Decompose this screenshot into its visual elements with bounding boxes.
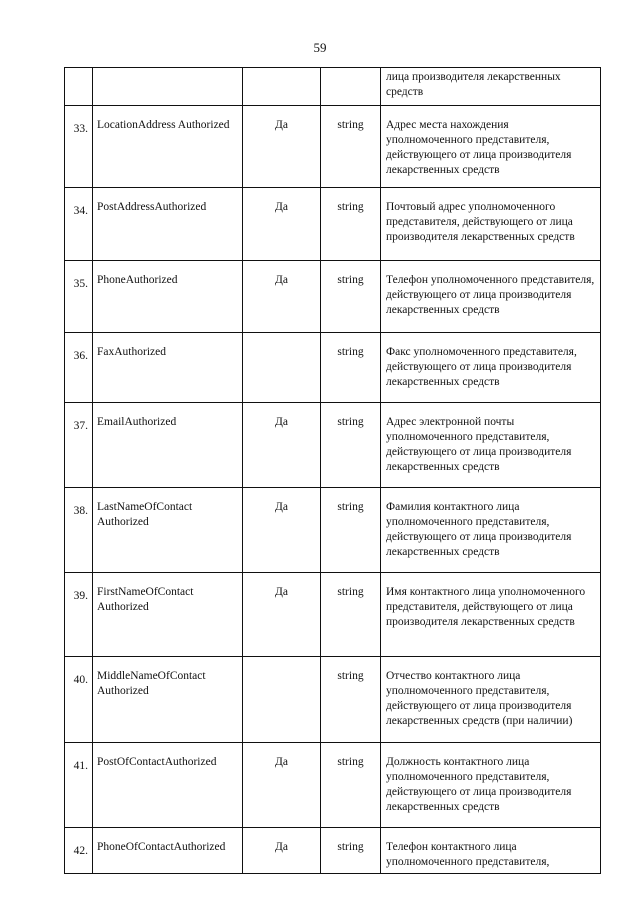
- cell-type: string: [321, 828, 381, 874]
- cell-name: FirstNameOfContact Authorized: [93, 573, 243, 657]
- cell-num: 39.: [65, 573, 93, 657]
- cell-description: Почтовый адрес уполномоченного представителя, действующего от лица производителя лекарственных средств: [381, 188, 601, 261]
- cell-num: 42.: [65, 828, 93, 874]
- cell-type: string: [321, 188, 381, 261]
- cell-num: 41.: [65, 743, 93, 828]
- cell-required: Да: [243, 106, 321, 188]
- table-row: [65, 488, 601, 573]
- cell-type: string: [321, 106, 381, 188]
- cell-required: [243, 68, 321, 106]
- cell-name: [93, 68, 243, 106]
- cell-description: Адрес электронной почты уполномоченного представителя, действующего от лица производителя лекарственных средств: [381, 403, 601, 488]
- cell-type: string: [321, 261, 381, 333]
- cell-required: Да: [243, 573, 321, 657]
- cell-description: Имя контактного лица уполномоченного представителя, действующего от лица производителя лекарственных средств: [381, 573, 601, 657]
- cell-num: 35.: [65, 261, 93, 333]
- cell-description: Факс уполномоченного представителя, действующего от лица производителя лекарственных средств: [381, 333, 601, 403]
- cell-name: LastNameOfContact Authorized: [93, 488, 243, 573]
- cell-required: [243, 657, 321, 743]
- table-row: [65, 403, 601, 488]
- cell-num: [65, 68, 93, 106]
- cell-required: Да: [243, 403, 321, 488]
- cell-type: string: [321, 573, 381, 657]
- cell-description: Телефон уполномоченного представителя, действующего от лица производителя лекарственных средств: [381, 261, 601, 333]
- cell-name: PhoneAuthorized: [93, 261, 243, 333]
- page-number: 59: [313, 40, 327, 55]
- table-row: [65, 657, 601, 743]
- table-row: [65, 68, 601, 106]
- cell-name: PostOfContactAuthorized: [93, 743, 243, 828]
- table-row: [65, 573, 601, 657]
- cell-name: FaxAuthorized: [93, 333, 243, 403]
- cell-num: 37.: [65, 403, 93, 488]
- table-row: [65, 188, 601, 261]
- cell-required: Да: [243, 188, 321, 261]
- cell-name: LocationAddress Authorized: [93, 106, 243, 188]
- cell-required: [243, 333, 321, 403]
- cell-description: лица производителя лекарственных средств: [381, 68, 601, 106]
- cell-num: 36.: [65, 333, 93, 403]
- cell-required: Да: [243, 488, 321, 573]
- cell-description: Отчество контактного лица уполномоченного представителя, действующего от лица производителя лекарственных средств (при наличии): [381, 657, 601, 743]
- table-row: [65, 261, 601, 333]
- cell-type: string: [321, 333, 381, 403]
- table-row: [65, 743, 601, 828]
- cell-num: 40.: [65, 657, 93, 743]
- cell-required: Да: [243, 261, 321, 333]
- table-row: [65, 106, 601, 188]
- cell-type: [321, 68, 381, 106]
- table-row: [65, 828, 601, 874]
- cell-name: MiddleNameOfContact Authorized: [93, 657, 243, 743]
- cell-type: string: [321, 657, 381, 743]
- cell-type: string: [321, 488, 381, 573]
- cell-type: string: [321, 743, 381, 828]
- cell-description: Фамилия контактного лица уполномоченного представителя, действующего от лица производителя лекарственных средств: [381, 488, 601, 573]
- cell-num: 34.: [65, 188, 93, 261]
- cell-description: Должность контактного лица уполномоченного представителя, действующего от лица производителя лекарственных средств: [381, 743, 601, 828]
- table-row: [65, 333, 601, 403]
- cell-num: 38.: [65, 488, 93, 573]
- cell-name: EmailAuthorized: [93, 403, 243, 488]
- cell-type: string: [321, 403, 381, 488]
- cell-description: Адрес места нахождения уполномоченного представителя, действующего от лица производителя лекарственных средств: [381, 106, 601, 188]
- cell-name: PhoneOfContactAuthorized: [93, 828, 243, 874]
- cell-required: Да: [243, 828, 321, 874]
- cell-required: Да: [243, 743, 321, 828]
- fields-table: [64, 67, 601, 874]
- cell-num: 33.: [65, 106, 93, 188]
- cell-description: Телефон контактного лица уполномоченного представителя,: [381, 828, 601, 874]
- cell-name: PostAddressAuthorized: [93, 188, 243, 261]
